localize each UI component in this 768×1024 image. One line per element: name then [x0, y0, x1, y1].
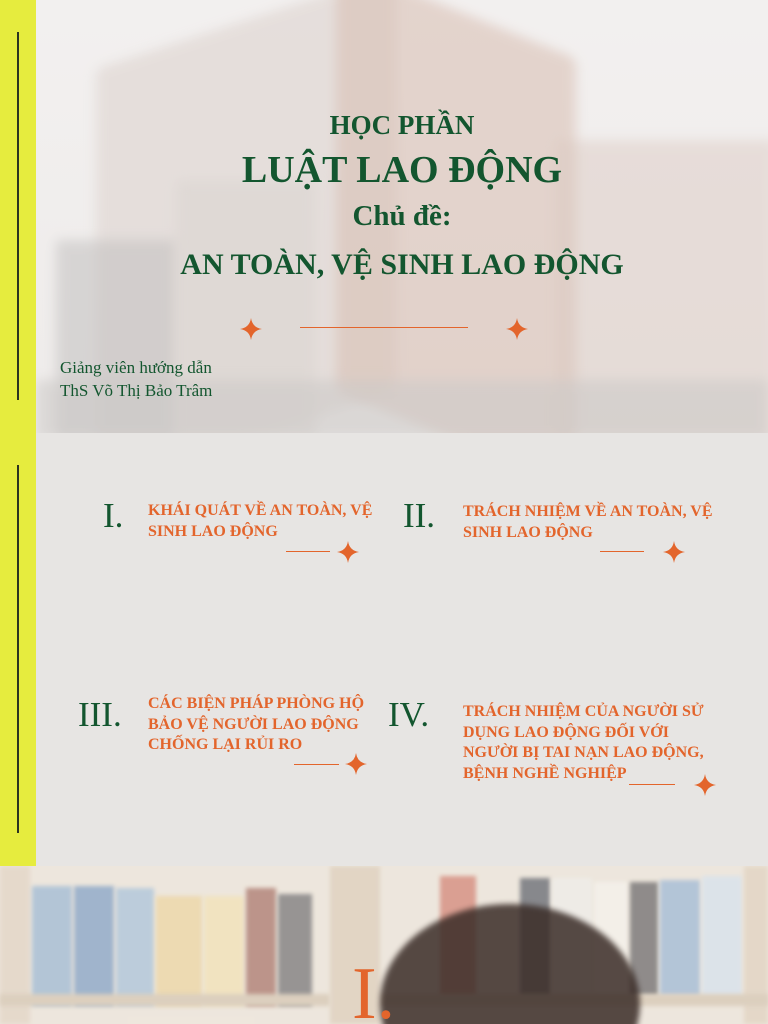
- decorative-line: [300, 327, 468, 328]
- section-slide: [0, 866, 768, 1024]
- outline-item-1: KHÁI QUÁT VỀ AN TOÀN, VỆ SINH LAO ĐỘNG: [148, 502, 373, 540]
- sidebar-divider-line: [17, 465, 19, 833]
- outline-numeral-3: III.: [78, 695, 122, 734]
- sidebar-divider-line: [17, 32, 19, 400]
- decorative-line: [294, 764, 339, 765]
- topic-name: AN TOÀN, VỆ SINH LAO ĐỘNG: [180, 248, 624, 281]
- lecturer-label: Giảng viên hướng dẫn: [60, 358, 212, 377]
- sparkle-star-icon: [505, 317, 529, 341]
- outline-numeral-1: I.: [103, 496, 124, 535]
- outline-item-3: CÁC BIỆN PHÁP PHÒNG HỘ BẢO VỆ NGƯỜI LAO ĐỘNG CHỐNG LẠI RỦI RO: [148, 695, 365, 753]
- outline-item-4: TRÁCH NHIỆM CỦA NGƯỜI SỬ DỤNG LAO ĐỘNG ĐỐI VỚI NGƯỜI BỊ TAI NẠN LAO ĐỘNG, BỆNH NGHỀ NGHIỆP: [463, 703, 704, 782]
- section-numeral: I.: [352, 953, 396, 1024]
- outline-numeral-2: II.: [403, 496, 436, 535]
- course-name: LUẬT LAO ĐỘNG: [241, 149, 563, 191]
- lecturer-block: [60, 356, 212, 402]
- sparkle-star-icon: [662, 540, 686, 564]
- outline-slide: [0, 433, 768, 866]
- sparkle-star-icon: [239, 317, 263, 341]
- sparkle-star-icon: [336, 540, 360, 564]
- sparkle-star-icon: [344, 752, 368, 776]
- course-label: HỌC PHẦN: [329, 110, 475, 140]
- title-slide: [0, 0, 768, 433]
- outline-item-2: TRÁCH NHIỆM VỀ AN TOÀN, VỆ SINH LAO ĐỘNG: [463, 503, 713, 541]
- decorative-line: [600, 551, 644, 552]
- sparkle-star-icon: [693, 773, 717, 797]
- decorative-line: [629, 784, 675, 785]
- outline-numeral-4: IV.: [388, 695, 430, 734]
- decorative-line: [286, 551, 330, 552]
- topic-label: Chủ đề:: [352, 200, 452, 232]
- lecturer-name: ThS Võ Thị Bảo Trâm: [60, 381, 213, 400]
